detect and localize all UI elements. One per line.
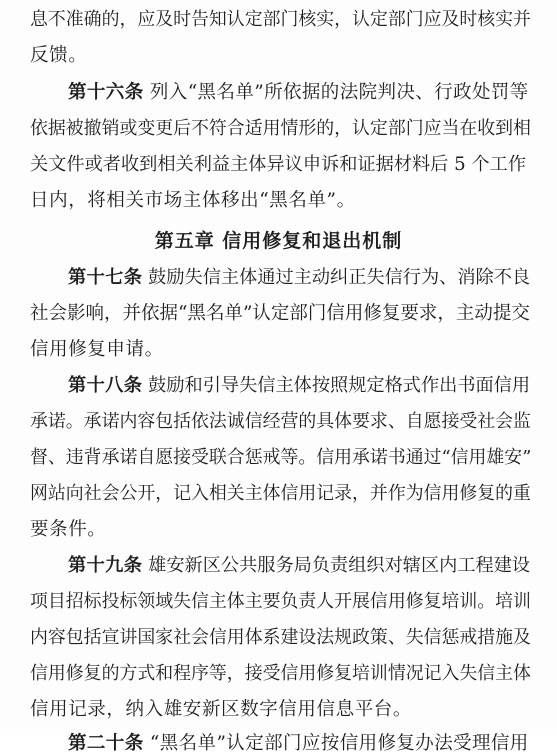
article-16-text: 列入“黑名单”所依据的法院判决、行政处罚等 — [143, 82, 529, 103]
text-line: 反馈。 — [30, 45, 88, 66]
text-line: 依据被撤销或变更后不符合适用情形的，认定部门应当在收到相 — [30, 118, 531, 139]
article-20-title: 第二十条 — [68, 733, 144, 754]
article-17-text: 鼓励失信主体通过主动纠正失信行为、消除不良 — [142, 267, 531, 288]
article-16-title: 第十六条 — [68, 82, 144, 103]
text-line: 内容包括宣讲国家社会信用体系建设法规政策、失信惩戒措施及 — [30, 627, 531, 648]
text-line: 信用记录，纳入雄安新区数字信用信息平台。 — [30, 699, 413, 720]
text-line: 要条件。 — [30, 519, 107, 540]
article-16-first-line — [68, 82, 530, 104]
article-19-title: 第十九条 — [68, 555, 143, 576]
text-line: 信用修复的方式和程序等，接受信用修复培训情况记入失信主体 — [30, 663, 531, 684]
article-19-text: 雄安新区公共服务局负责组织对辖区内工程建设 — [142, 555, 531, 576]
text-line: 督、违背承诺自愿接受联合惩戒等。信用承诺书通过“信用雄安” — [30, 447, 532, 468]
article-18-title: 第十八条 — [68, 375, 143, 396]
text-line: 日内，将相关市场主体移出“黑名单”。 — [30, 190, 356, 211]
text-line: 网站向社会公开，记入相关主体信用记录，并作为信用修复的重 — [30, 483, 531, 504]
text-line: 息不准确的，应及时告知认定部门核实，认定部门应及时核实并 — [30, 9, 531, 30]
text-line: 项目招标投标领域失信主体主要负责人开展信用修复培训。培训 — [30, 591, 531, 612]
text-line: 承诺。承诺内容包括依法诚信经营的具体要求、自愿接受社会监 — [30, 411, 531, 432]
text-line: 关文件或者收到相关利益主体异议申诉和证据材料后 5 个工作 — [30, 154, 527, 175]
chapter-heading: 第五章 信用修复和退出机制 — [154, 230, 403, 252]
article-17-first-line — [68, 267, 530, 289]
article-20-first-line — [68, 733, 530, 755]
article-17-title: 第十七条 — [68, 267, 143, 288]
article-20-text: “黑名单”认定部门应按信用修复办法受理信用 — [143, 733, 529, 754]
text-line: 社会影响，并依据“黑名单”认定部门信用修复要求，主动提交 — [30, 303, 530, 324]
article-18-text: 鼓励和引导失信主体按照规定格式作出书面信用 — [142, 375, 531, 396]
article-18-first-line — [68, 375, 530, 397]
article-19-first-line — [68, 555, 530, 577]
text-line: 信用修复申请。 — [30, 339, 164, 360]
